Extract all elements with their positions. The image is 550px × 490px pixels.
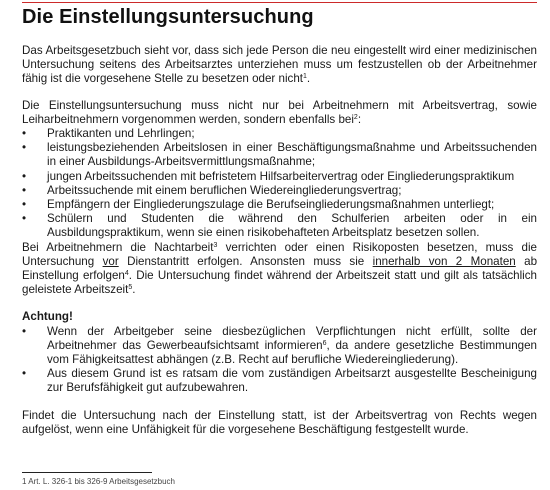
- intro-end: .: [306, 72, 311, 86]
- list-item-text: Praktikanten und Lehrlingen;: [47, 127, 195, 141]
- list-item: [22, 170, 537, 184]
- bullet-glyph: •: [22, 324, 27, 338]
- scope-list: [22, 127, 537, 241]
- bullet-glyph: •: [22, 127, 27, 141]
- emphasis-before: vor: [102, 254, 119, 268]
- list-item: [22, 141, 537, 169]
- bullet-glyph: •: [22, 141, 27, 155]
- list-item: • Wenn der Arbeitgeber seine diesbezüglichen Verpflichtungen nicht erfüllt, sollte der Arbeitnehmer das Gewerbeaufsichtsamt informieren$^6$, da andere gesetzliche Bestimmungen vom Fähigkeitsattest abhängen (z.B. Recht auf berufliche Wiedereingliederung).: [22, 324, 537, 367]
- bullet-glyph: •: [22, 183, 27, 197]
- list-item: [22, 127, 537, 141]
- page-title: Die Einstellungsuntersuchung: [22, 6, 314, 28]
- list-item-text: Schülern und Studenten die während den Schulferien arbeiten oder in ein Ausbildungspraktikum, wenn sie einen risikobehafteten Arbeitsplatz besetzen sollen.: [47, 212, 537, 240]
- footnote-ref-5[interactable]: 5: [128, 284, 133, 292]
- document-body: [22, 44, 537, 437]
- list-item-text: jungen Arbeitssuchenden mit befristetem Hilfsarbeitervertrag oder Eingliederungspraktikum: [47, 169, 515, 183]
- emphasis-deadline: innerhalb von 2 Monaten: [372, 254, 516, 268]
- scope-text: Die Einstellungsuntersuchung muss nicht nur bei Arbeitnehmern mit Arbeitsvertrag, sowie Leiharbeitnehmern vorgenommen werden, sondern ebenfalls bei: [22, 98, 537, 126]
- list-item: [22, 184, 537, 198]
- scope-end: :: [357, 112, 362, 126]
- footnote: 1 Art. L. 326-1 bis 326-9 Arbeitsgesetzbuch: [22, 477, 175, 486]
- list-item-text: Arbeitssuchende mit einem beruflichen Wiedereingliederungsvertrag;: [47, 183, 402, 197]
- scope-paragraph: [22, 99, 537, 127]
- list-item-text: Empfängern der Eingliederungszulage die Berufseingliederungsmaßnahmen unterliegt;: [47, 198, 495, 212]
- list-item: • Aus diesem Grund ist es ratsam die vom zuständigen Arbeitsarzt ausgestellte Bescheinigung zur Berufsfähigkeit gut aufzubewahren.: [22, 367, 537, 395]
- intro-paragraph: [22, 44, 537, 87]
- list-item: [22, 198, 537, 212]
- warning-heading: Achtung!: [22, 310, 73, 324]
- footnote-ref-3[interactable]: 3: [213, 241, 218, 249]
- list-item-text: leistungsbeziehenden Arbeitslosen in einer Beschäftigungsmaßnahme und Arbeitssuchenden in einer Ausbildungs-Arbeitsvermittlungsmaßnahme;: [47, 141, 537, 169]
- footnote-ref-6[interactable]: 6: [322, 339, 327, 347]
- footnote-ref-2[interactable]: 2: [353, 113, 358, 121]
- timing-paragraph: Bei Arbeitnehmern die Nachtarbeit$^3$ verrichten oder einen Risikoposten besetzen, muss die Untersuchung vor Dienstantritt erfolgen. Ansonsten muss sie innerhalb von 2 Monaten ab Einstellung erfolgen$^4$. Die Untersuchung findet während der Arbeitszeit statt und gilt als tatsächlich geleistete Arbeitszeit$^5$.: [22, 240, 538, 297]
- bullet-glyph: •: [22, 212, 27, 226]
- bullet-glyph: •: [22, 169, 27, 183]
- title-rule: [22, 2, 537, 3]
- bullet-glyph: •: [22, 367, 27, 381]
- footnote-ref-4[interactable]: 4: [124, 270, 129, 278]
- dissolution-paragraph: Findet die Untersuchung nach der Einstellung statt, ist der Arbeitsvertrag von Rechts wegen aufgelöst, wenn eine Unfähigkeit für die vorgesehene Beschäftigung festgestellt wurde.: [22, 408, 537, 436]
- footnote-rule: [22, 472, 152, 473]
- intro-text: Das Arbeitsgesetzbuch sieht vor, dass sich jede Person die neu eingestellt wird einer medizinischen Untersuchung seitens des Arbeitsarztes unterziehen muss um festzustellen ob der Arbeitnehmer fähig ist die vorgesehene Stelle zu besetzen oder nicht: [22, 44, 537, 86]
- footnote-ref-1[interactable]: 1: [303, 73, 307, 81]
- bullet-glyph: •: [22, 198, 27, 212]
- warning-list: [22, 325, 537, 396]
- list-item: [22, 212, 537, 240]
